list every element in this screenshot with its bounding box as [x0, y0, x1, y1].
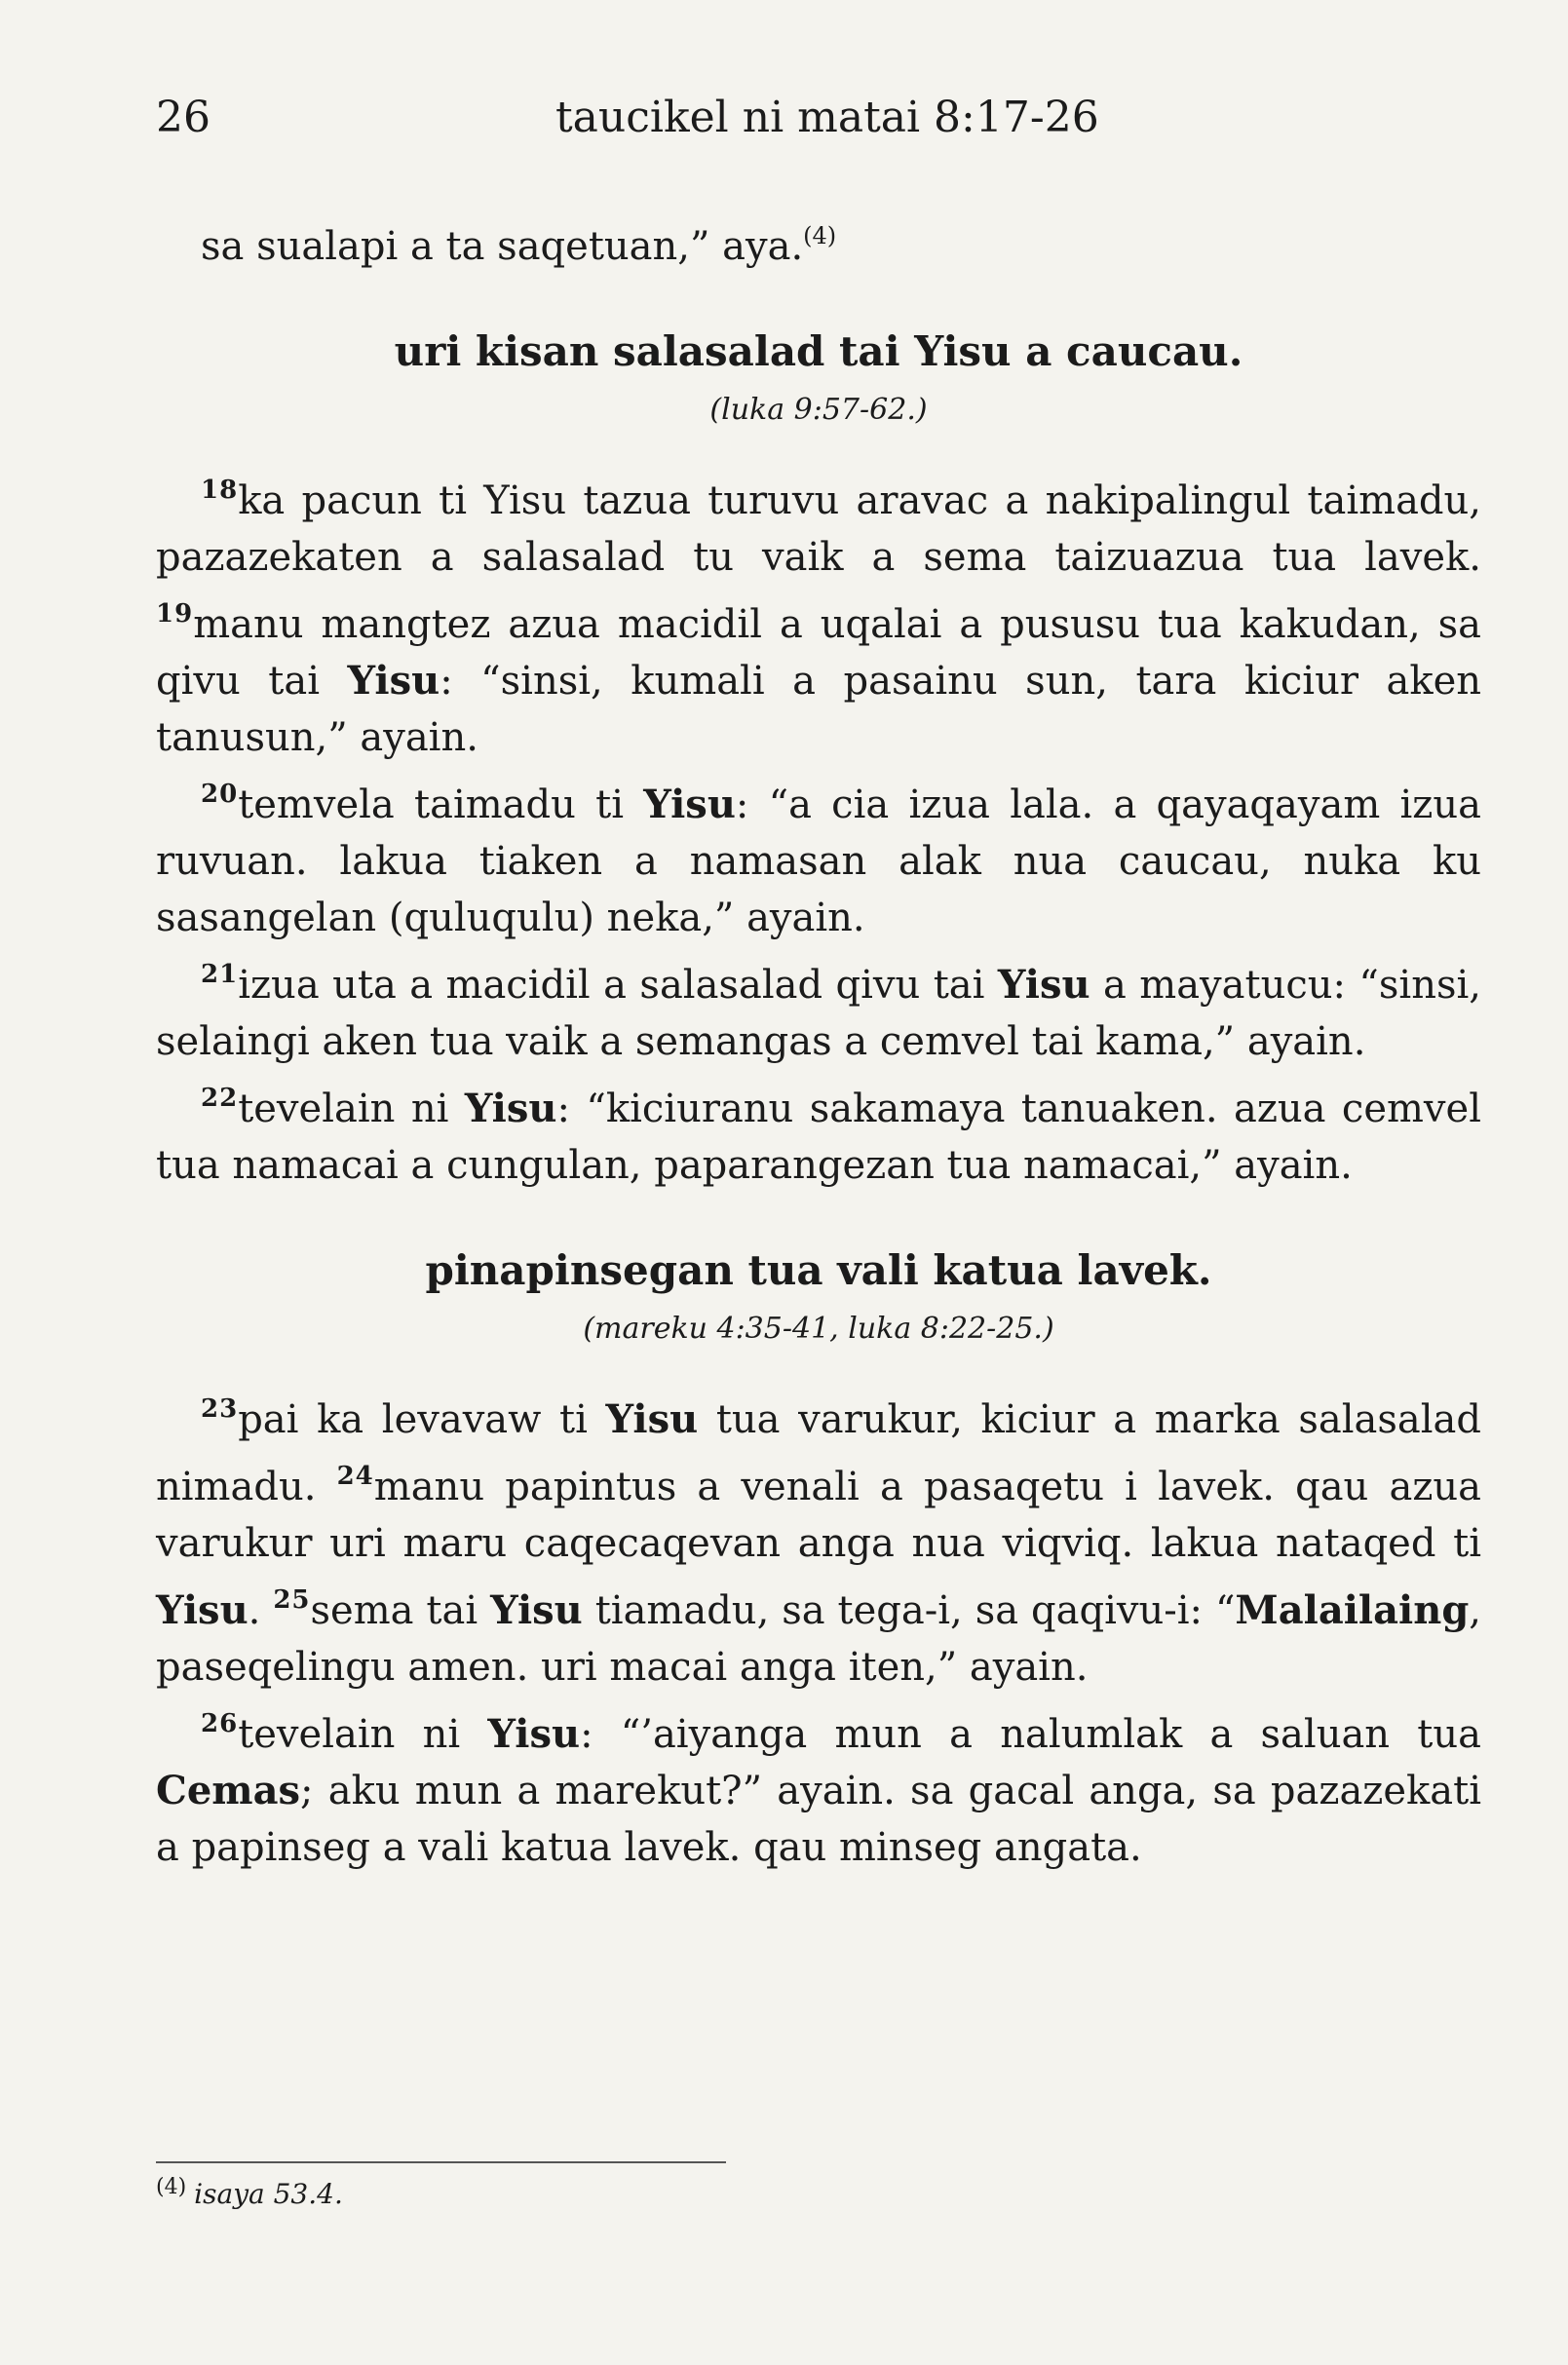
verse-number: 22	[201, 1084, 239, 1113]
verse-number: 23	[201, 1394, 239, 1424]
footnote-text: isaya 53.4.	[194, 2178, 343, 2210]
name-yisu: Yisu	[605, 1396, 699, 1442]
footnote-rule	[156, 2161, 726, 2163]
footnote-mark: (4)	[156, 2175, 187, 2199]
name-yisu: Yisu	[643, 782, 736, 827]
name-yisu: Yisu	[156, 1587, 249, 1633]
verse-number: 19	[156, 599, 194, 629]
verse-26: $^{26}$tevelain ni Yisu: “’aiyanga mun a nalumlak a saluan tua Cemas; aku mun a marekut?” ayain. sa gacal anga, sa pazazekati a papinseg a vali katua lavek. qau minseg angata.	[156, 1709, 1481, 1870]
verse-number: 26	[201, 1709, 239, 1738]
page-number: 26	[156, 93, 210, 142]
name-yisu: Yisu	[490, 1587, 583, 1633]
verse-number: 24	[336, 1462, 374, 1491]
page	[156, 93, 1481, 1876]
verse-18: $^{18}$ka pacun ti Yisu tazua turuvu aravac a nakipalingul taimadu, pazazekaten a salasalad tu vaik a sema taizuazua tua lavek. $^{19}$manu mangtez azua macidil a uqalai a pususu tua kakudan, sa qivu tai Yisu: “sinsi, kumali a pasainu sun, tara kiciur aken tanusun,” ayain.	[156, 476, 1482, 760]
section-heading-2: pinapinsegan tua vali katua lavek.	[425, 1246, 1212, 1294]
name-yisu: Yisu	[997, 962, 1090, 1008]
word-malailaing: Malailaing	[1235, 1587, 1470, 1633]
verse-number: 21	[201, 960, 239, 989]
verse-number: 20	[201, 780, 239, 809]
footnote	[156, 2175, 343, 2210]
word-cemas: Cemas	[156, 1768, 301, 1813]
section-heading-1: uri kisan salasalad tai Yisu a caucau.	[394, 327, 1243, 375]
section-reference-2: (mareku 4:35-41, luka 8:22-25.)	[583, 1312, 1054, 1346]
page-header	[156, 93, 1481, 180]
verse-21: $^{21}$izua uta a macidil a salasalad qivu tai Yisu a mayatucu: “sinsi, selaingi aken tua vaik a semangas a cemvel tai kama,” ayain.	[156, 960, 1481, 1064]
running-title: taucikel ni matai 8:17-26	[555, 93, 1099, 142]
intro-line: sa sualapi a ta saqetuan,” aya.$^{(4)}$	[201, 222, 837, 269]
verse-23: $^{23}$pai ka levavaw ti Yisu tua varukur, kiciur a marka salasalad nimadu. $^{24}$manu papintus a venali a pasaqetu i lavek. qau azua varukur uri maru caqecaqevan anga nua viqviq. lakua nataqed ti Yisu. $^{25}$sema tai Yisu tiamadu, sa tega-i, sa qaqivu-i: “Malailaing, paseqelingu amen. uri macai anga iten,” ayain.	[156, 1394, 1482, 1690]
verse-number: 18	[201, 476, 239, 505]
name-yisu: Yisu	[347, 658, 440, 704]
verse-22: $^{22}$tevelain ni Yisu: “kiciuranu sakamaya tanuaken. azua cemvel tua namacai a cungulan, paparangezan tua namacai,” ayain.	[156, 1084, 1481, 1188]
section-reference-1: (luka 9:57-62.)	[709, 393, 928, 427]
name-yisu: Yisu	[487, 1711, 581, 1757]
verse-20: $^{20}$temvela taimadu ti Yisu: “a cia izua lala. a qayaqayam izua ruvuan. lakua tiaken a namasan alak nua caucau, nuka ku sasangelan (quluqulu) neka,” ayain.	[156, 780, 1481, 940]
name-yisu: Yisu	[464, 1086, 557, 1131]
footnote-ref: (4)	[803, 222, 837, 249]
verse-number: 25	[273, 1585, 311, 1615]
